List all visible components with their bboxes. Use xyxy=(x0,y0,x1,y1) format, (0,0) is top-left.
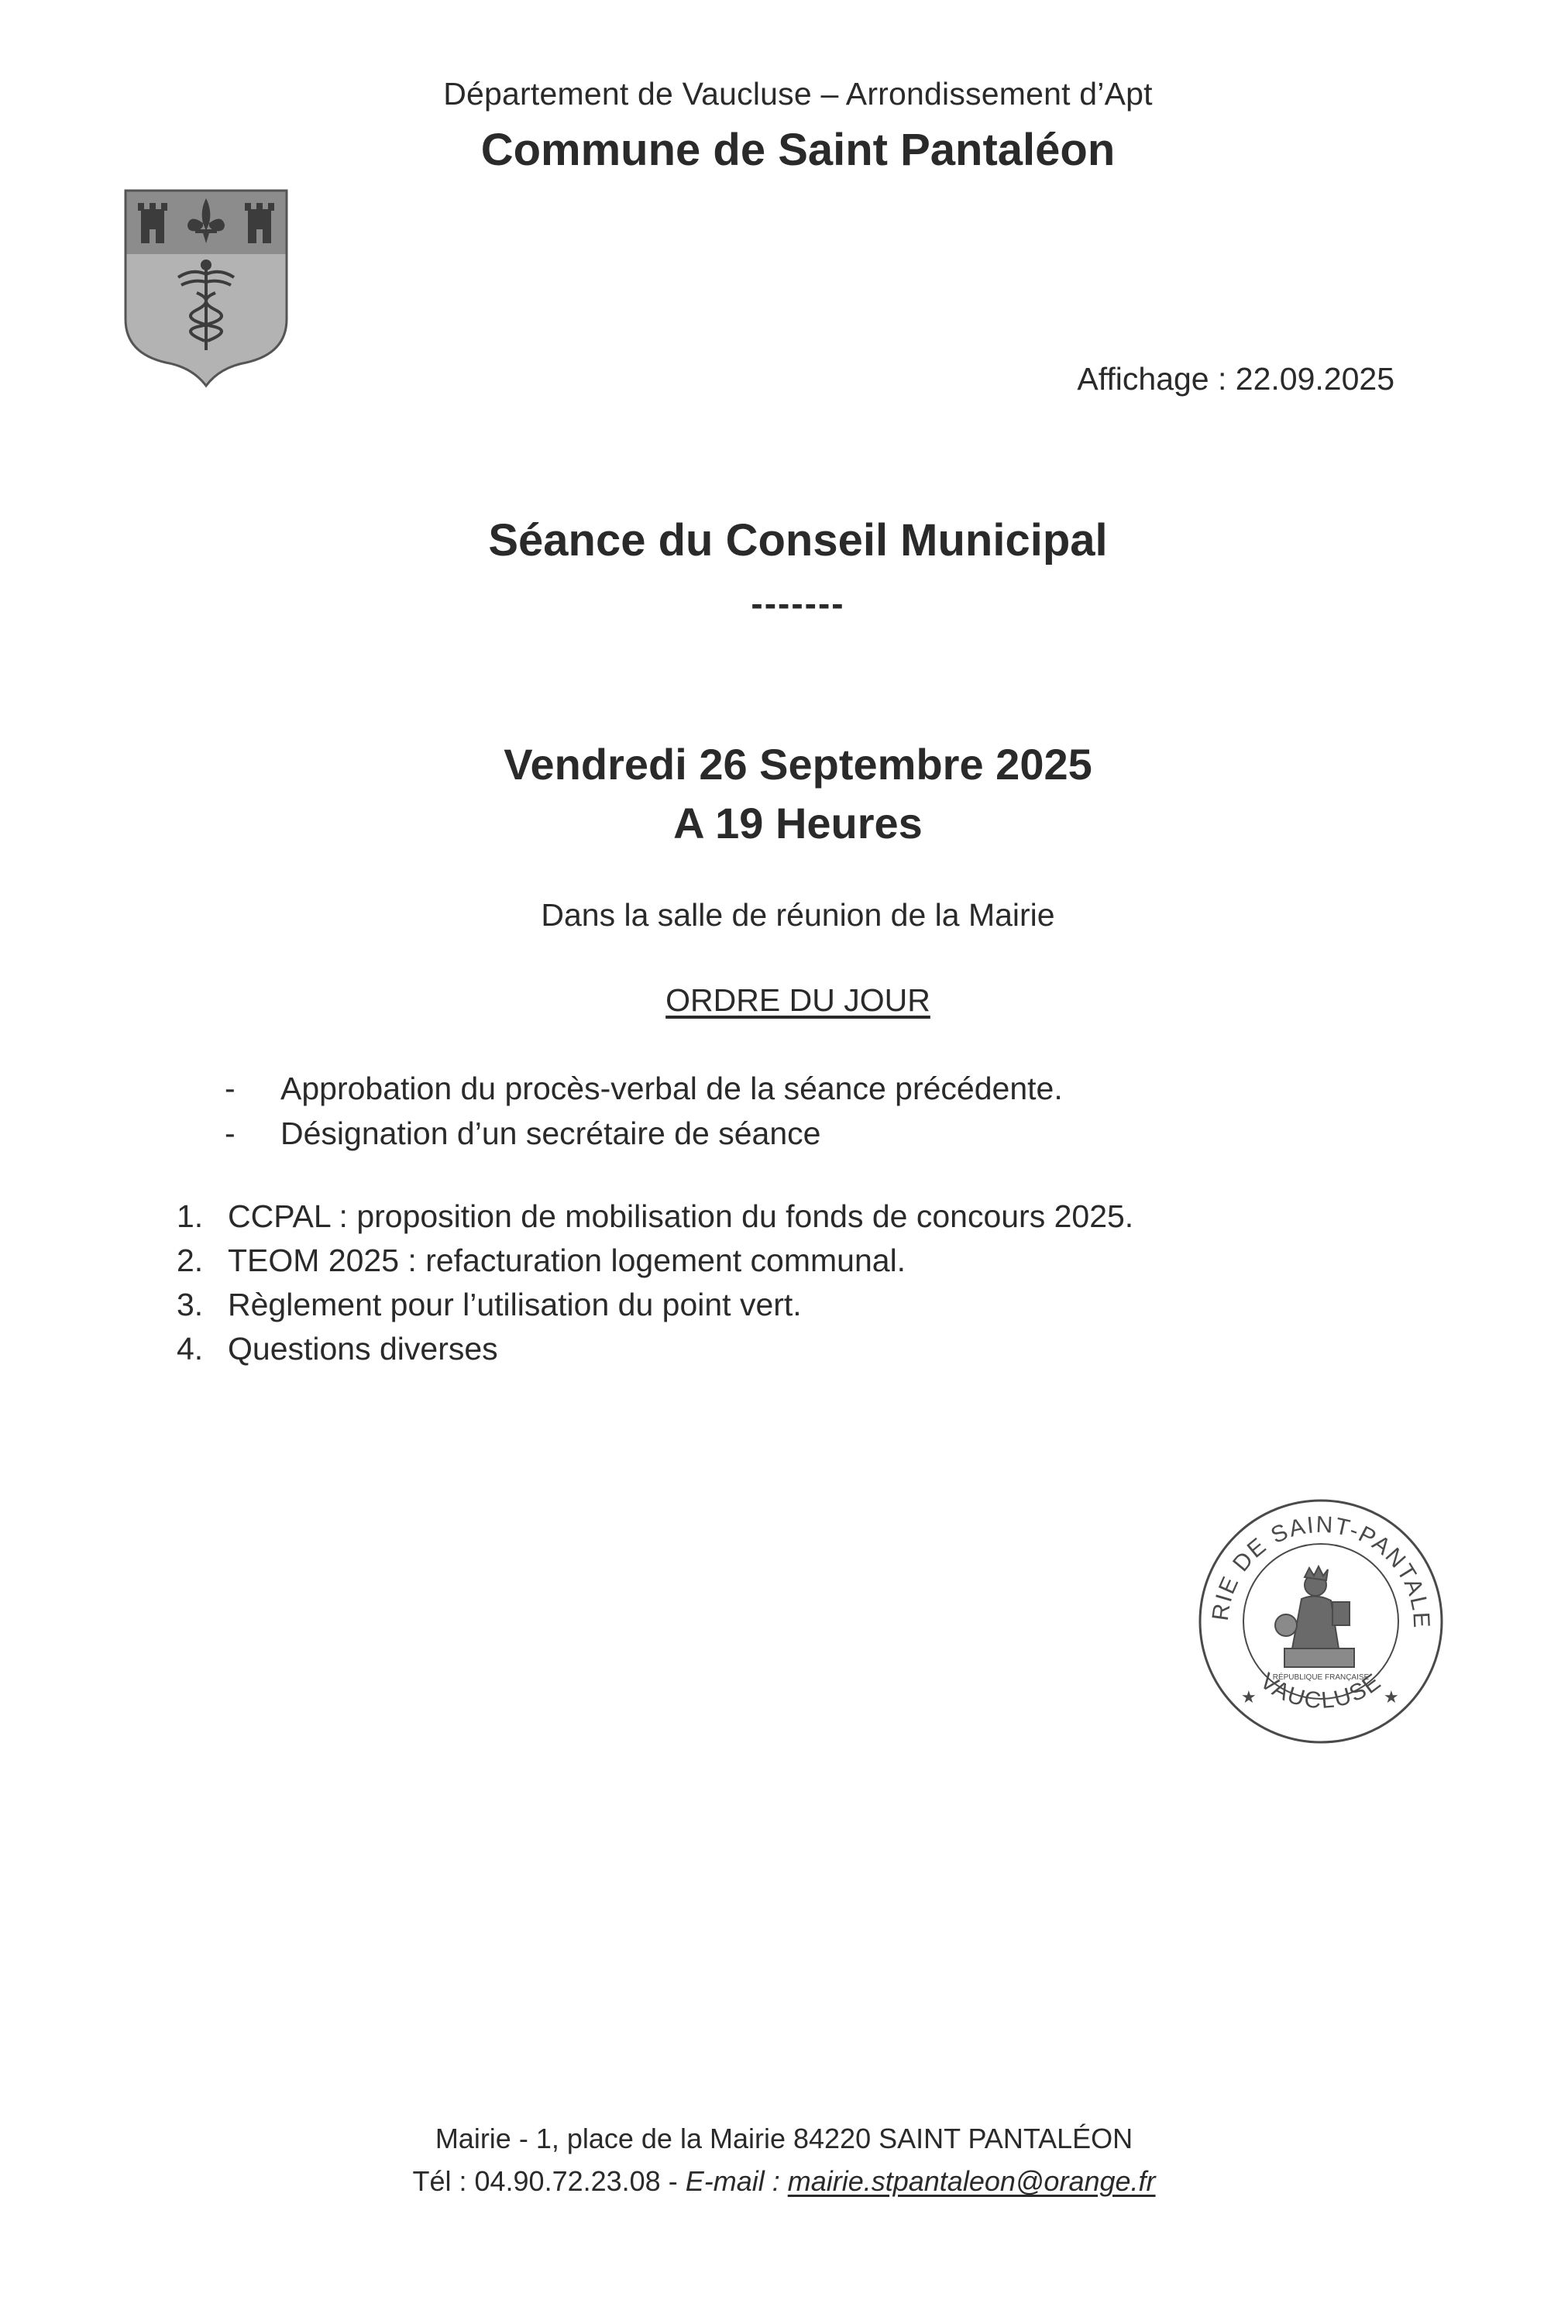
footer-phone: Tél : 04.90.72.23.08 - xyxy=(412,2165,686,2197)
coat-of-arms-icon xyxy=(122,187,290,390)
list-marker: - xyxy=(225,1116,236,1151)
seance-title: Séance du Conseil Municipal xyxy=(488,515,1108,566)
list-item-text: CCPAL : proposition de mobilisation du fonds de concours 2025. xyxy=(228,1198,1134,1234)
meeting-date: Vendredi 26 Septembre 2025 xyxy=(504,740,1092,789)
agenda-heading: ORDRE DU JOUR xyxy=(665,982,930,1018)
list-item xyxy=(225,1111,1387,1156)
footer-contact xyxy=(310,2165,1258,2198)
svg-text:★: ★ xyxy=(1384,1688,1399,1707)
meeting-time: A 19 Heures xyxy=(673,799,923,847)
stamp-inner-text: RÉPUBLIQUE FRANÇAISE xyxy=(1272,1673,1370,1682)
stamp-top-text: RIE DE SAINT-PANTALE xyxy=(1207,1511,1435,1630)
affichage-date: 22.09.2025 xyxy=(1235,361,1394,397)
list-item-text: Désignation d’un secrétaire de séance xyxy=(280,1116,821,1151)
list-marker: 1. xyxy=(177,1198,204,1234)
list-marker: - xyxy=(225,1071,236,1106)
list-item xyxy=(177,1239,1416,1283)
footer-email-link[interactable]: mairie.stpantaleon@orange.fr xyxy=(787,2165,1156,2197)
footer-email-label: E-mail : xyxy=(685,2165,788,2197)
list-item-text: Approbation du procès-verbal de la séance précédente. xyxy=(280,1071,1063,1106)
footer-address: Mairie - 1, place de la Mairie 84220 SAINT PANTALÉON xyxy=(435,2123,1133,2154)
list-marker: 3. xyxy=(177,1287,204,1322)
list-item xyxy=(177,1283,1416,1327)
list-item xyxy=(177,1195,1416,1239)
list-item-text: TEOM 2025 : refacturation logement communal. xyxy=(228,1243,906,1278)
preliminary-list xyxy=(225,1066,1387,1156)
list-item-text: Règlement pour l’utilisation du point vert. xyxy=(228,1287,802,1322)
list-item xyxy=(177,1327,1416,1371)
commune-title: Commune de Saint Pantaléon xyxy=(480,125,1116,175)
agenda-list xyxy=(177,1195,1416,1371)
list-marker: 2. xyxy=(177,1243,204,1278)
svg-text:★: ★ xyxy=(1241,1688,1257,1707)
department-line: Département de Vaucluse – Arrondissement d’Apt xyxy=(443,76,1153,112)
mairie-stamp-icon xyxy=(1193,1494,1449,1749)
list-item-text: Questions diverses xyxy=(228,1331,498,1367)
list-item xyxy=(225,1066,1387,1111)
list-marker: 4. xyxy=(177,1331,204,1367)
title-separator: ------- xyxy=(751,583,845,624)
meeting-location: Dans la salle de réunion de la Mairie xyxy=(541,897,1055,933)
affichage-label: Affichage : xyxy=(1077,361,1227,397)
stamp-bottom-text: VAUCLUSE xyxy=(1255,1668,1387,1714)
affichage-line xyxy=(1007,361,1394,397)
